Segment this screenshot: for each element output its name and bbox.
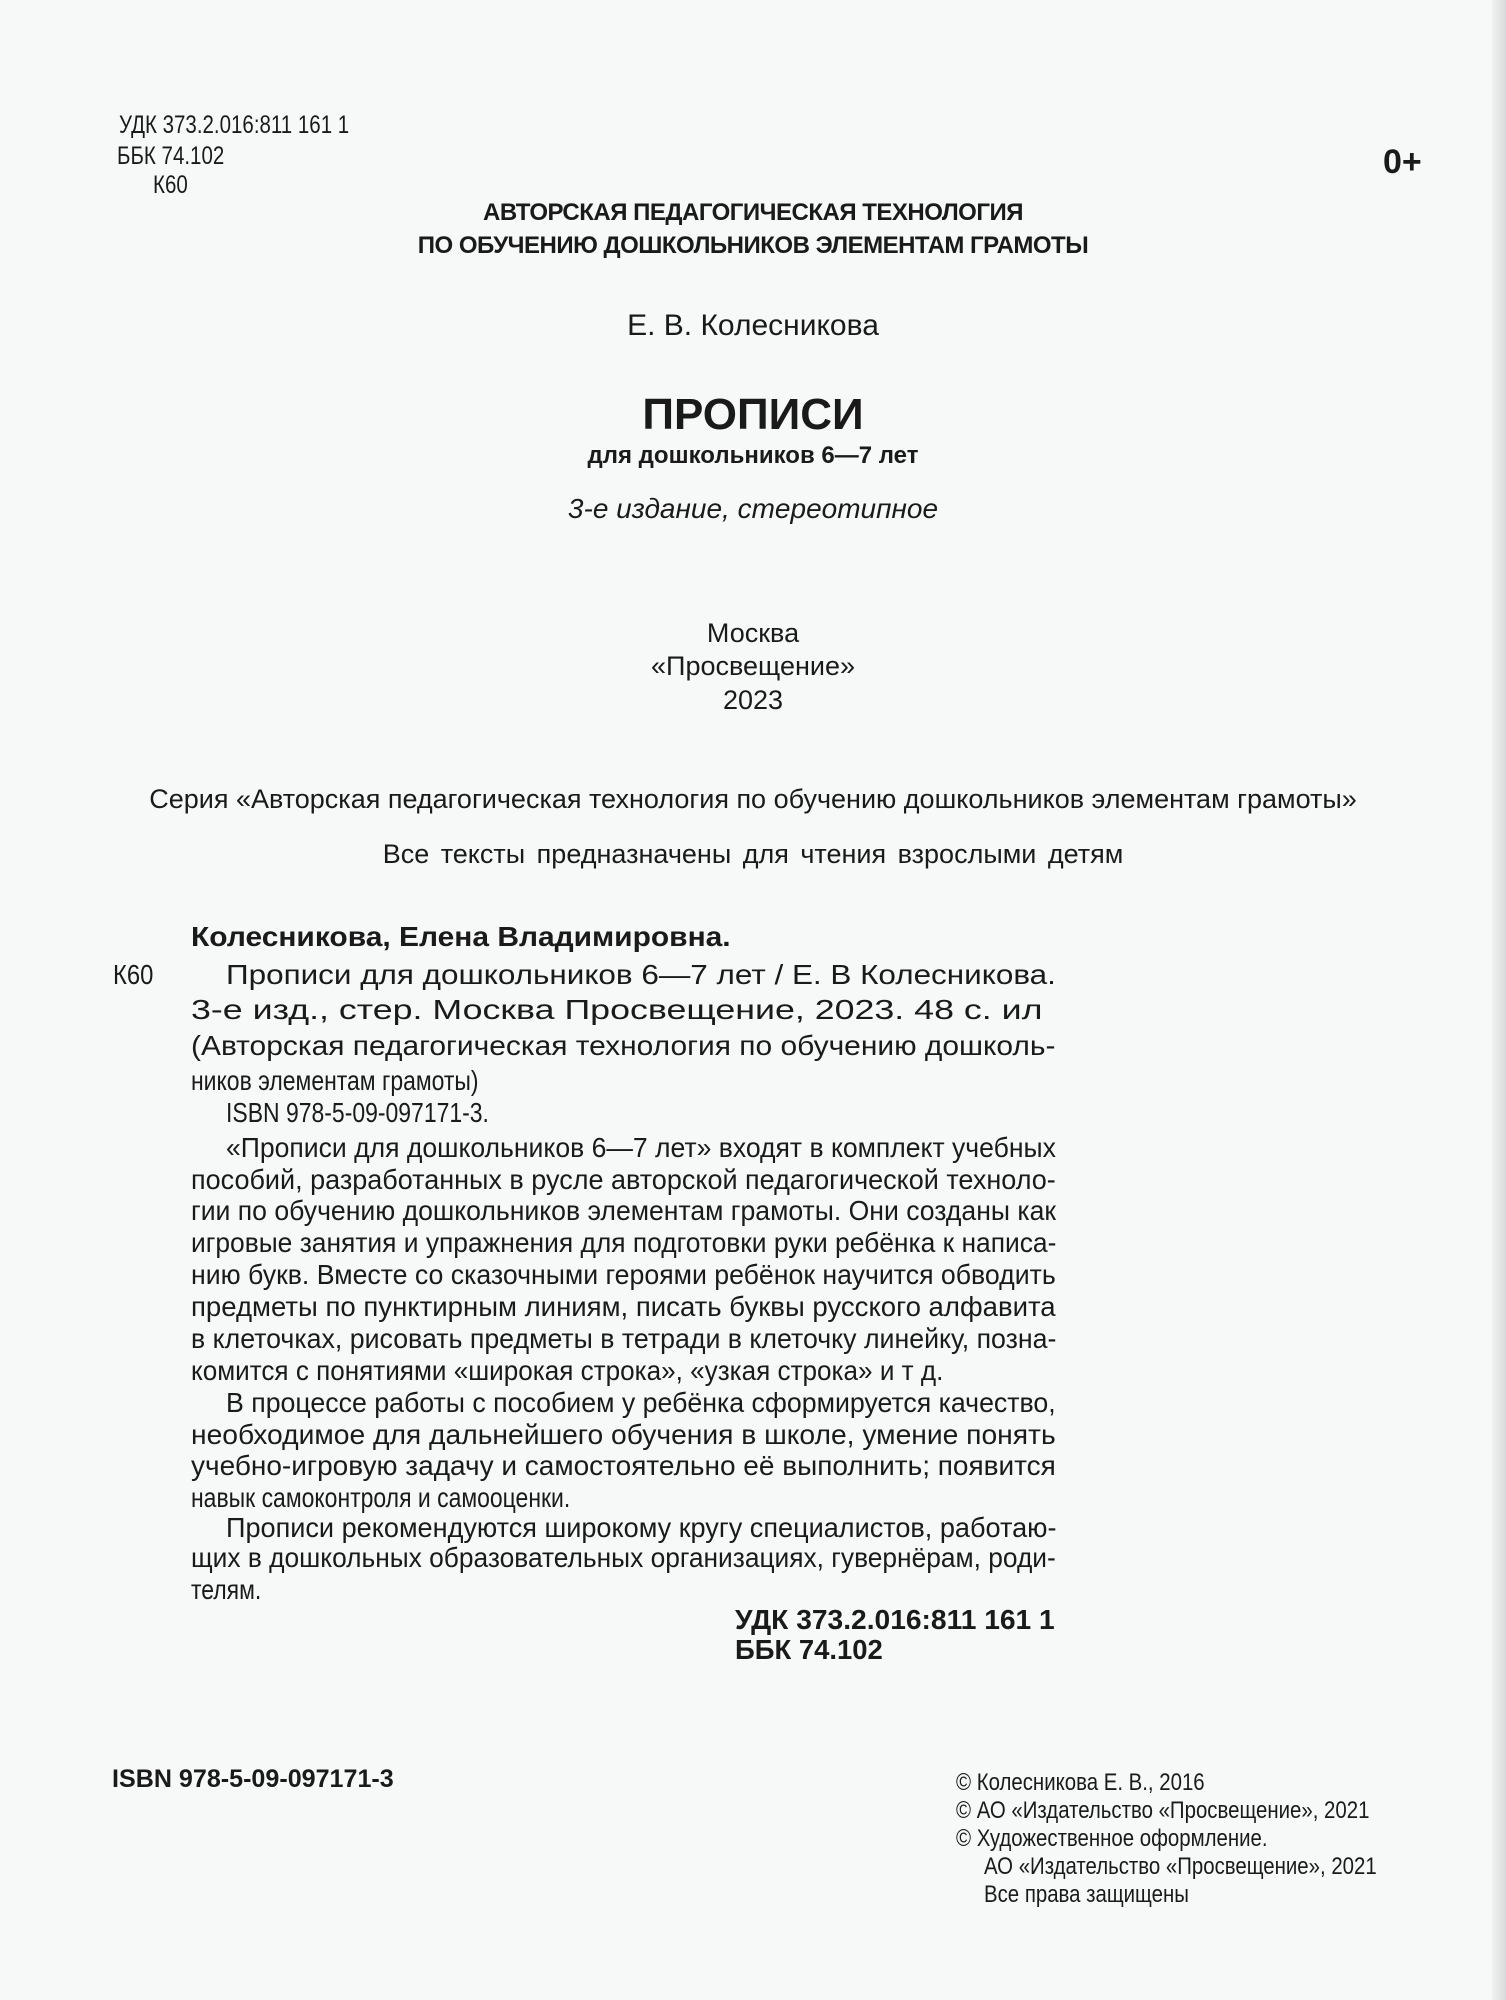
catalog-line: нию букв. Вместе со сказочными героями ребёнок научится обводить	[191, 1259, 1056, 1290]
catalog-heading: Колесникова, Елена Владимировна.	[191, 921, 731, 952]
imprint-publisher: «Просвещение»	[651, 651, 855, 681]
series-note: Серия «Авторская педагогическая технология по обучению дошкольников элементам грамоты»	[149, 784, 1357, 814]
catalog-line: В процессе работы с пособием у ребёнка сформируется качество,	[226, 1387, 1056, 1418]
catalog-line: ников элементам грамоты)	[191, 1065, 479, 1096]
age-rating-badge: 0+	[1383, 143, 1422, 181]
copyright-line: © Художественное оформление.	[956, 1825, 1268, 1852]
catalog-line: 3-е изд., стер. Москва Просвещение, 2023. 48 с. ил	[191, 994, 1043, 1025]
copyright-line: АО «Издательство «Просвещение», 2021	[984, 1853, 1377, 1880]
catalog-line: щих в дошкольных образовательных организациях, гувернёрам, роди-	[191, 1542, 1056, 1573]
catalog-line: учебно-игровую задачу и самостоятельно её выполнить; появится	[191, 1450, 1056, 1481]
catalog-line: в клеточках, рисовать предметы в тетради в клеточку линейку, позна-	[191, 1323, 1057, 1354]
catalog-line: телям.	[191, 1574, 262, 1605]
catalog-bbk: ББК 74.102	[735, 1634, 883, 1665]
author-name: Е. В. Колесникова	[627, 309, 879, 342]
catalog-line: предметы по пунктирным линиям, писать буквы русского алфавита	[191, 1291, 1056, 1322]
catalog-code: К60	[113, 959, 154, 990]
catalog-line: навык самоконтроля и самооценки.	[191, 1482, 571, 1513]
bbk-top: ББК 74.102	[117, 142, 225, 170]
rights-reserved: Все права защищены	[984, 1881, 1189, 1908]
copyright-line: © Колесникова Е. В., 2016	[956, 1769, 1205, 1796]
book-subtitle: для дошкольников 6—7 лет	[587, 442, 919, 469]
catalog-line: игровые занятия и упражнения для подготовки руки ребёнка к написа-	[191, 1227, 1057, 1258]
catalog-line: необходимое для дальнейшего обучения в школе, умение понять	[191, 1419, 1056, 1450]
series-header-line-1: АВТОРСКАЯ ПЕДАГОГИЧЕСКАЯ ТЕХНОЛОГИЯ	[483, 199, 1023, 226]
catalog-line: комится с понятиями «широкая строка», «узкая строка» и т д.	[191, 1355, 944, 1386]
catalog-udk: УДК 373.2.016:811 161 1	[735, 1604, 1055, 1635]
catalog-line: Прописи для дошкольников 6—7 лет / Е. В Колесникова.	[226, 959, 1056, 990]
book-title: ПРОПИСИ	[642, 390, 864, 439]
catalog-line: пособий, разработанных в русле авторской педагогической техноло-	[191, 1164, 1056, 1195]
catalog-line: гии по обучению дошкольников элементам грамоты. Они созданы как	[191, 1195, 1057, 1226]
imprint-year: 2023	[722, 685, 784, 715]
catalog-line: «Прописи для дошкольников 6—7 лет» входят в комплект учебных	[226, 1132, 1056, 1163]
catalog-line: (Авторская педагогическая технология по обучению дошколь-	[191, 1030, 1056, 1061]
catalog-line: Прописи рекомендуются широкому кругу специалистов, работаю-	[226, 1512, 1057, 1543]
series-header-line-2: ПО ОБУЧЕНИЮ ДОШКОЛЬНИКОВ ЭЛЕМЕНТАМ ГРАМОТЫ	[417, 232, 1089, 259]
udk-top: УДК 373.2.016:811 161 1	[119, 111, 350, 139]
isbn-footer: ISBN 978-5-09-097171-3	[112, 1765, 394, 1793]
reading-note: Все тексты предназначены для чтения взрослыми детям	[382, 839, 1124, 869]
edition-note: 3-е издание, стереотипное	[567, 493, 939, 524]
copyright-line: © АО «Издательство «Просвещение», 2021	[956, 1797, 1370, 1824]
imprint-city: Москва	[706, 618, 800, 648]
code-top: К60	[153, 171, 188, 199]
page-edge-shadow	[1492, 0, 1506, 2000]
catalog-line: ISBN 978-5-09-097171-3.	[226, 1097, 489, 1128]
